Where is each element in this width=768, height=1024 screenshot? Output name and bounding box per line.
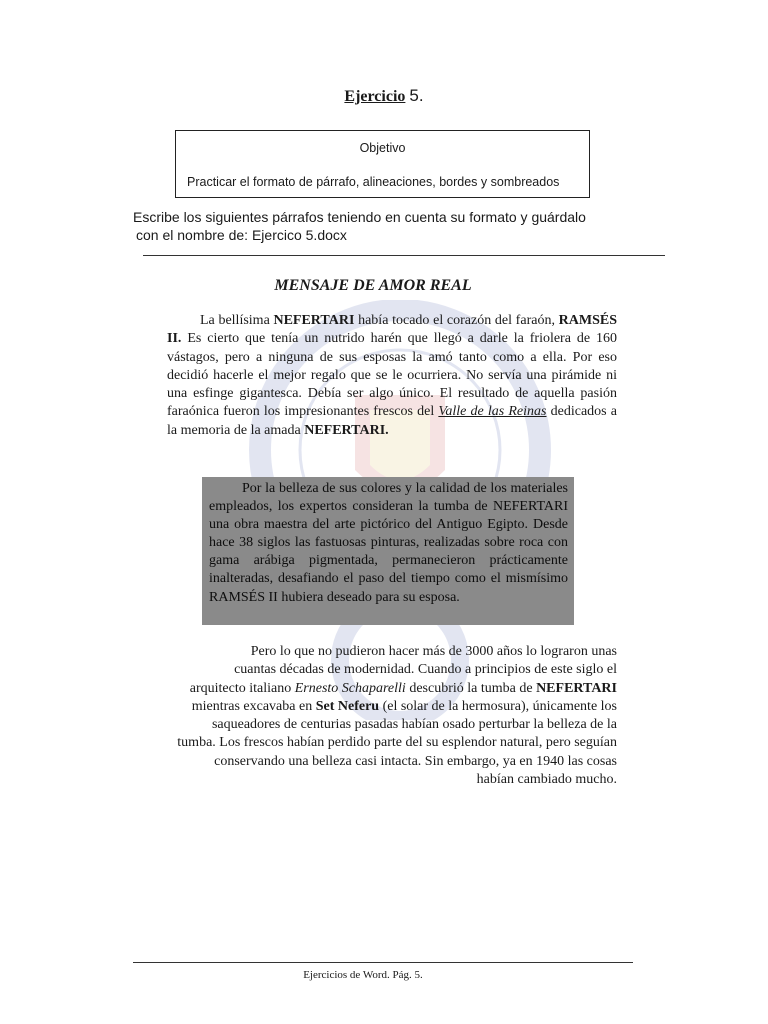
shaded-paragraph xyxy=(202,477,574,625)
objective-text: Practicar el formato de párrafo, alineaciones, bordes y sombreados xyxy=(187,175,560,189)
name-set-neferu: Set Neferu xyxy=(315,698,380,714)
article-title: MENSAJE DE AMOR REAL xyxy=(274,277,472,294)
paragraph-3: Pero lo que no pudieron hacer más de 3000 años lo lograron unas cuantas décadas de modernidad. Cuando a principios de este siglo el arquitecto italiano Ernesto Schaparelli descubrió la tumba de NEFERTARI mientras excavaba en Set Neferu (el solar de la hermosura), únicamente los saqueadores de centurias pasadas habían osado perturbar la belleza de la tumba. Los frescos habían perdido parte del su esplendor natural, pero seguían conservando una belleza casi intacta. Sin embargo, ya en 1940 las cosas habían cambiado mucho. xyxy=(177,644,617,788)
exercise-number: 5. xyxy=(409,86,424,105)
instructions-line-2: con el nombre de: Ejercico 5.docx xyxy=(136,227,347,243)
name-ramses: RAMSÉS II. xyxy=(167,313,617,347)
instructions-line-1: Escribe los siguientes párrafos teniendo en cuenta su formato y guárdalo xyxy=(133,209,586,225)
paragraph-2-text: Por la belleza de sus colores y la calidad de los materiales empleados, los expertos consideran la tumba de NEFERTARI una obra maestra del arte pictórico del Antiguo Egipto. Desde hace 38 siglos las fastuosas pinturas, realizadas sobre roca con gama arábiga pigmentada, permanecieron prácticamente inalteradas, desafiando el paso del tiempo como el mismísimo RAMSÉS II hubiera deseado para su esposa. xyxy=(209,481,568,605)
footer-rule xyxy=(133,962,633,963)
page-footer: Ejercicios de Word. Pág. 5. xyxy=(303,969,423,981)
instructions xyxy=(133,208,586,244)
name-nefertari: NEFERTARI xyxy=(273,313,355,328)
exercise-title xyxy=(0,86,768,106)
exercise-label: Ejercicio xyxy=(344,88,406,105)
name-schaparelli: Ernesto Schaparelli xyxy=(294,680,406,696)
separator-rule xyxy=(143,255,665,256)
objective-box xyxy=(175,130,590,198)
paragraph-1: La bellísima NEFERTARI había tocado el corazón del faraón, RAMSÉS II. Es cierto que tenía un nutrido harén que llegó a darle la friolera de 160 vástagos, pero a ninguna de sus esposas la amó tanto como a ella. Por eso decidió hacerle el mejor regalo que se le ocurriera. No servía una pirámide ni una esfinge gigantesca. Debía ser algo único. El resultado de aquella pasión faraónica fueron los impresionantes frescos del Valle de las Reinas dedicados a la memoria de la amada NEFERTARI. xyxy=(167,313,617,438)
valle-de-las-reinas-text: Valle de las Reinas xyxy=(438,404,547,420)
name-nefertari-end: NEFERTARI. xyxy=(304,422,389,438)
objective-heading: Objetivo xyxy=(359,141,406,155)
